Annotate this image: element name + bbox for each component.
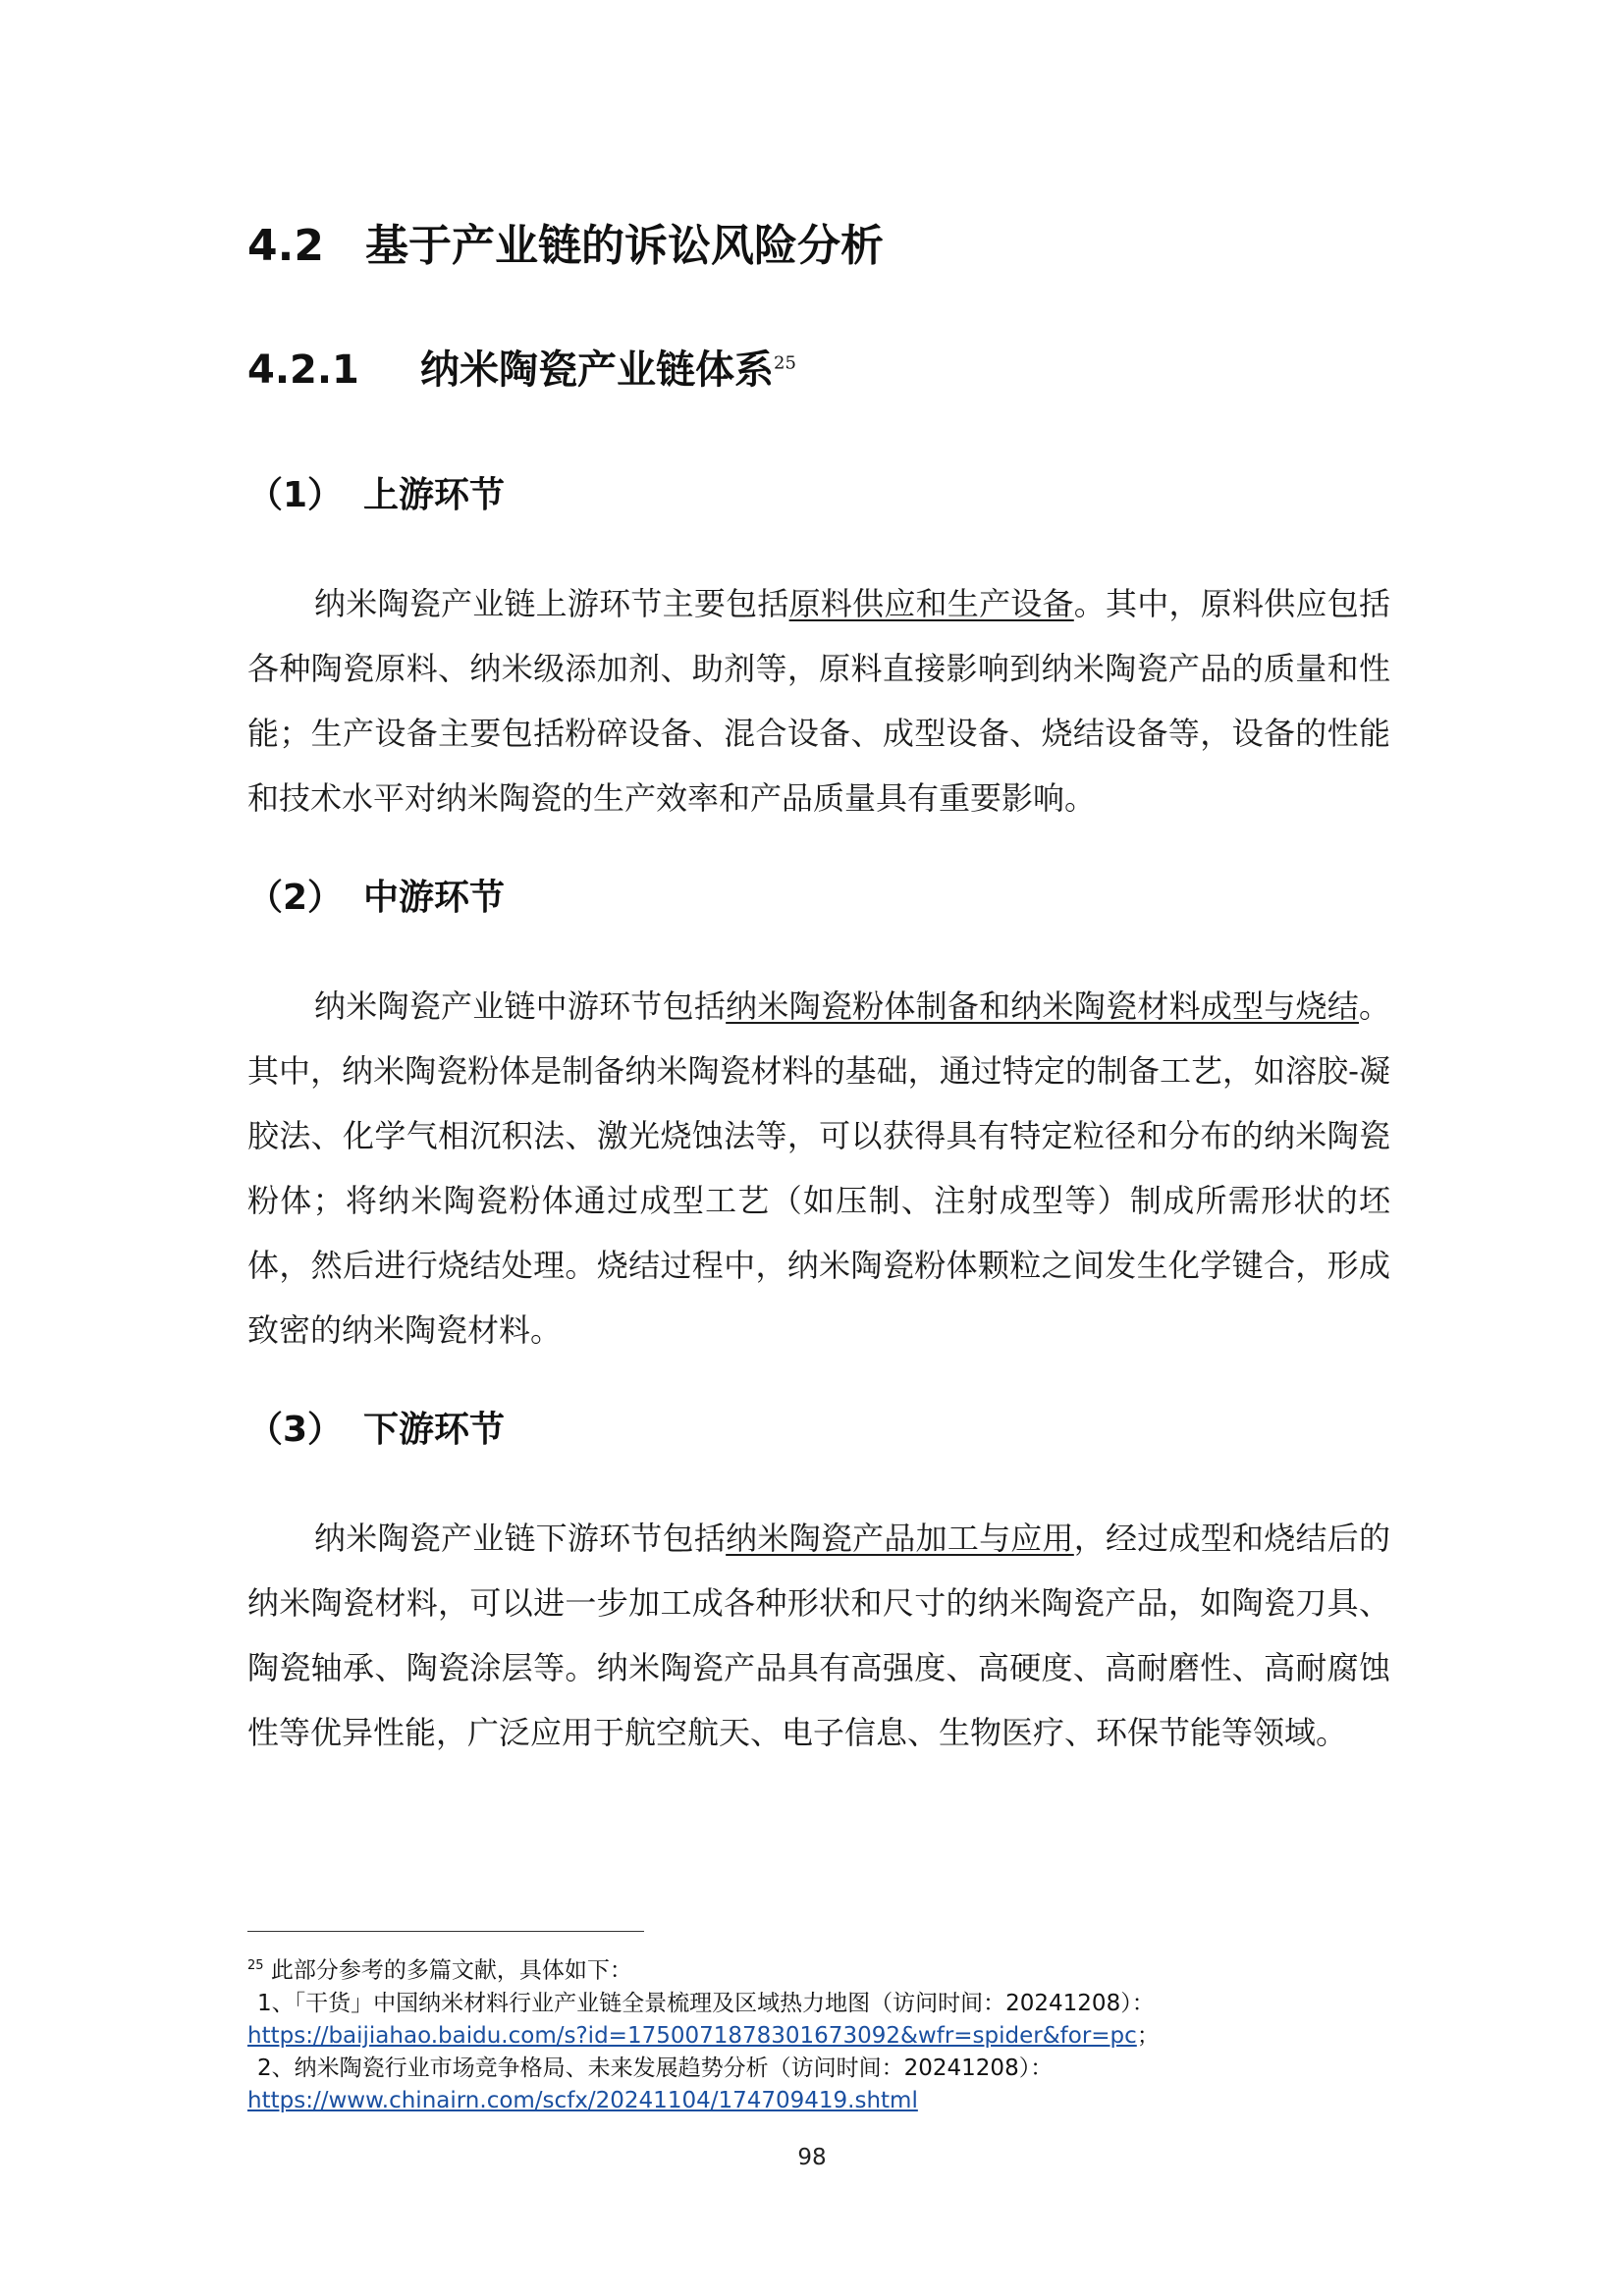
footnote-ref2-line [247, 2085, 1390, 2117]
section-title: 基于产业链的诉讼风险分析 [365, 221, 884, 271]
footnote-separator [247, 1931, 644, 1932]
page-number: 98 [797, 2145, 827, 2170]
part-title: 中游环节 [363, 878, 506, 918]
part-number: （3） [247, 1410, 344, 1450]
subsection-heading [247, 339, 796, 395]
upstream-key-phrase: 原料供应和生产设备 [788, 585, 1074, 622]
part-heading-downstream [247, 1402, 505, 1452]
section-heading [247, 210, 884, 273]
downstream-key-phrase: 纳米陶瓷产品加工与应用 [726, 1520, 1074, 1557]
footnote-ref1-line: https://baijiahao.baidu.com/s?id=1750071878301673092&wfr=spider&for=pc； [247, 2022, 1160, 2049]
footnote-ref1-title: 1、「干货」中国纳米材料行业产业链全景梳理及区域热力地图（访问时间：20241208）： [257, 1990, 1155, 2016]
midstream-key-phrase: 纳米陶瓷粉体制备和纳米陶瓷材料成型与烧结 [726, 988, 1359, 1025]
part-title: 上游环节 [363, 475, 506, 515]
footnote-ref1-link[interactable]: https://baijiahao.baidu.com/s?id=1750071878301673092&wfr=spider&for=pc [247, 2022, 1137, 2049]
midstream-paragraph: 纳米陶瓷产业链中游环节包括纳米陶瓷粉体制备和纳米陶瓷材料成型与烧结。其中，纳米陶瓷粉体是制备纳米陶瓷材料的基础，通过特定的制备工艺，如溶胶-凝胶法、化学气相沉积法、激光烧蚀法等，可以获得具有特定粒径和分布的纳米陶瓷粉体；将纳米陶瓷粉体通过成型工艺（如压制、注射成型等）制成所需形状的坯体，然后进行烧结处理。烧结过程中，纳米陶瓷粉体颗粒之间发生化学键合，形成致密的纳米陶瓷材料。 [247, 988, 1390, 1349]
part-number: （1） [247, 475, 344, 515]
downstream-paragraph: 纳米陶瓷产业链下游环节包括纳米陶瓷产品加工与应用，经过成型和烧结后的纳米陶瓷材料，可以进一步加工成各种形状和尺寸的纳米陶瓷产品，如陶瓷刀具、陶瓷轴承、陶瓷涂层等。纳米陶瓷产品具有高强度、高硬度、高耐磨性、高耐腐蚀性等优异性能，广泛应用于航空航天、电子信息、生物医疗、环保节能等领域。 [247, 1520, 1390, 1751]
part-title: 下游环节 [363, 1410, 506, 1450]
footnote-ref2-link[interactable]: https://www.chinairn.com/scfx/20241104/174709419.shtml [247, 2087, 918, 2113]
footnote [247, 1949, 1390, 2117]
footnote-intro: $^{25}$ 此部分参考的多篇文献，具体如下： [247, 1957, 632, 1984]
part-heading-upstream [247, 467, 505, 517]
part-number: （2） [247, 878, 344, 918]
part-heading-midstream [247, 870, 505, 920]
footnote-ref2-title: 2、纳米陶瓷行业市场竞争格局、未来发展趋势分析（访问时间：20241208）： [257, 2055, 1054, 2081]
footnote-reference[interactable]: 25 [774, 352, 796, 374]
upstream-paragraph: 纳米陶瓷产业链上游环节主要包括原料供应和生产设备。其中，原料供应包括各种陶瓷原料、纳米级添加剂、助剂等，原料直接影响到纳米陶瓷产品的质量和性能；生产设备主要包括粉碎设备、混合设备、成型设备、烧结设备等，设备的性能和技术水平对纳米陶瓷的生产效率和产品质量具有重要影响。 [247, 585, 1390, 817]
subsection-number: 4.2.1 [247, 347, 359, 393]
subsection-title: 纳米陶瓷产业链体系 [420, 347, 774, 393]
section-number: 4.2 [247, 221, 324, 271]
